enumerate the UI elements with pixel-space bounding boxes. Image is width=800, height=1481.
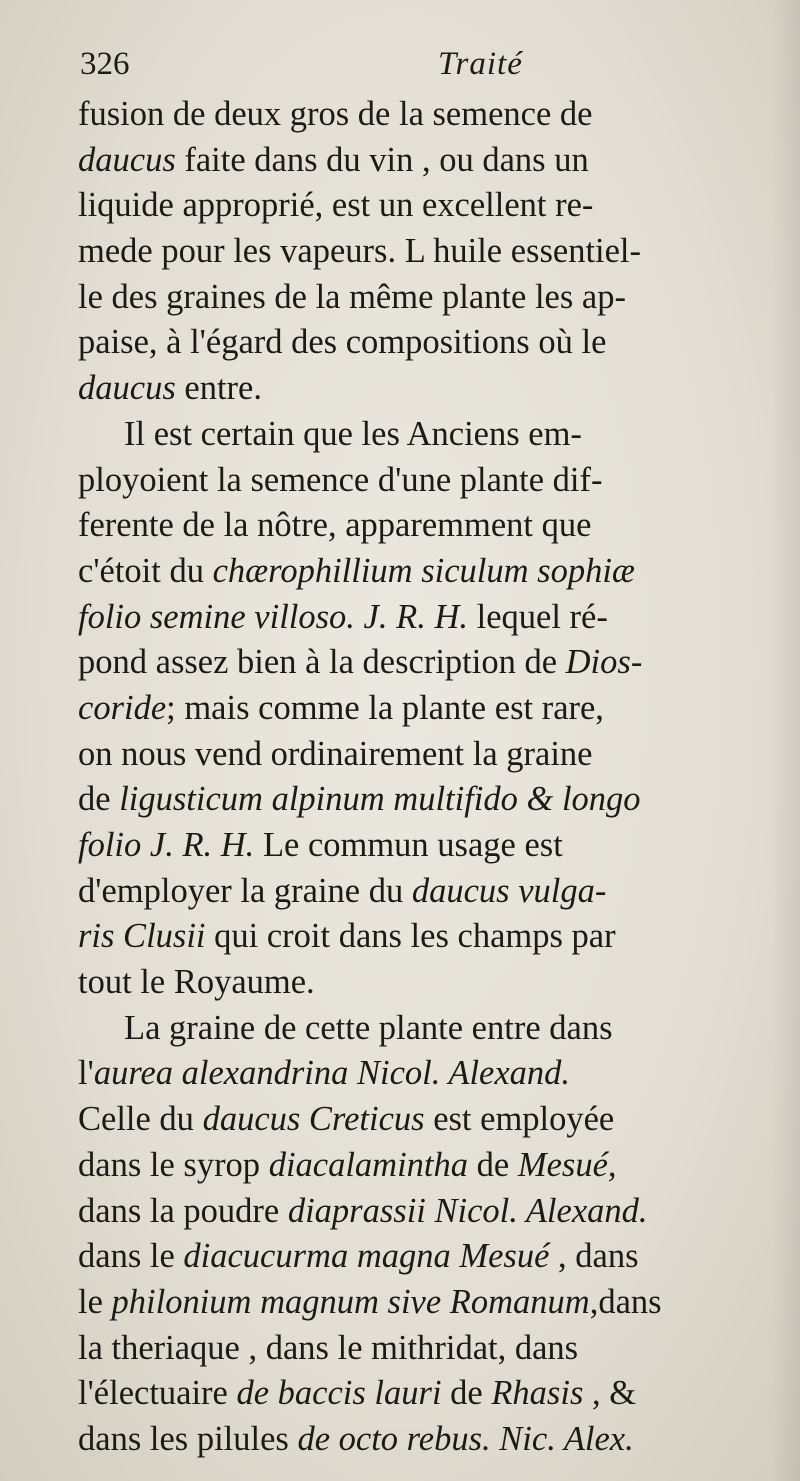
text-segment: dans la poudre (78, 1191, 288, 1230)
text-segment: de (468, 1145, 518, 1184)
text-segment: fusion de deux gros de la semence de (78, 95, 593, 133)
text-line (78, 777, 728, 823)
text-segment: La graine de cette plante entre dans (124, 1008, 613, 1047)
page-header (80, 46, 780, 96)
text-segment: lequel ré- (467, 597, 608, 636)
italic-segment: daucus (78, 140, 176, 179)
italic-segment: daucus (78, 369, 176, 408)
text-line (78, 1006, 728, 1052)
text-line (78, 412, 728, 458)
text-line (78, 1326, 728, 1372)
text-line (78, 595, 728, 641)
text-segment: paise, à l'égard des compositions où le (78, 323, 607, 362)
text-line (78, 549, 728, 595)
italic-segment: Mesué, (517, 1145, 617, 1184)
text-line (78, 1097, 728, 1143)
text-segment: ployoient la semence d'une plante dif- (78, 460, 603, 499)
text-segment: on nous vend ordinairement la graine (78, 734, 593, 773)
text-segment: Le commun usage est (254, 826, 563, 864)
text-segment: ; mais comme la plante est rare, (166, 688, 604, 727)
text-segment: faite dans du vin , ou dans un (175, 140, 589, 179)
text-line (78, 823, 728, 869)
text-segment: l'électuaire (78, 1374, 237, 1413)
text-line (78, 92, 728, 138)
text-segment: d'employer la graine du (78, 871, 412, 910)
italic-segment: diaprassii Nicol. Alexand. (287, 1191, 648, 1230)
italic-segment: daucus vulga- (411, 871, 607, 910)
text-segment: est employée (424, 1100, 615, 1139)
text-segment: dans les pilules (78, 1419, 298, 1458)
text-line (78, 366, 728, 412)
text-segment: tout le Royaume. (78, 963, 315, 1002)
text-line (78, 1417, 728, 1463)
text-line (78, 732, 728, 778)
italic-segment: diacalamintha (268, 1145, 469, 1184)
text-segment: le (78, 1282, 112, 1321)
text-line (78, 275, 728, 321)
text-segment: dans le syrop (78, 1145, 269, 1184)
italic-segment: chærophillium siculum sophiæ (212, 551, 635, 590)
text-segment: Il est certain que les Anciens em- (124, 414, 582, 453)
italic-segment: folio J. R. H. (78, 826, 255, 864)
text-segment: entre. (175, 369, 262, 408)
text-line (78, 229, 728, 275)
body-text (78, 92, 728, 1463)
italic-segment: aurea alexandrina Nicol. Alexand. (93, 1054, 571, 1093)
italic-segment: ris Clusii (78, 917, 206, 956)
text-line (78, 640, 728, 686)
text-line (78, 869, 728, 915)
italic-segment: Rhasis (491, 1374, 584, 1413)
text-segment: pond assez bien à la description de (78, 643, 566, 682)
text-line (78, 1234, 728, 1280)
text-line (78, 1189, 728, 1235)
text-line (78, 1051, 728, 1097)
text-line (78, 960, 728, 1006)
text-segment: liquide approprié, est un excellent re- (78, 186, 594, 225)
italic-segment: philonium magnum sive Romanum (111, 1282, 590, 1321)
text-line (78, 458, 728, 504)
italic-segment: Dios- (565, 643, 643, 682)
text-segment: ,dans (589, 1282, 662, 1321)
italic-segment: de baccis lauri (236, 1374, 442, 1413)
text-line (78, 1371, 728, 1417)
text-segment: , dans (549, 1237, 639, 1276)
text-segment: le des graines de la même plante les ap- (78, 277, 626, 316)
italic-segment: daucus Creticus (202, 1100, 425, 1139)
italic-segment: ligusticum alpinum multifido & longo (119, 780, 641, 819)
italic-segment: folio semine villoso. J. R. H. (78, 597, 468, 636)
text-segment: mede pour les vapeurs. L huile essentiel- (78, 232, 642, 271)
text-segment: l' (78, 1054, 94, 1093)
text-segment: la theriaque , dans le mithridat, dans (78, 1328, 579, 1367)
text-segment: , & (583, 1374, 637, 1413)
text-line (78, 914, 728, 960)
text-segment: qui croit dans les champs par (205, 917, 616, 956)
text-line (78, 503, 728, 549)
text-line (78, 320, 728, 366)
italic-segment: diacucurma magna Mesué (183, 1237, 550, 1276)
page-number: 326 (80, 46, 130, 82)
text-line (78, 138, 728, 184)
text-segment: de (78, 780, 120, 819)
italic-segment: de octo rebus. Nic. Alex. (297, 1419, 634, 1458)
page-edge-shadow (770, 0, 800, 1481)
text-line (78, 686, 728, 732)
text-segment: Celle du (78, 1100, 203, 1139)
text-line (78, 183, 728, 229)
text-segment: c'étoit du (78, 551, 213, 590)
text-segment: ferente de la nôtre, apparemment que (78, 506, 592, 545)
text-segment: dans le (78, 1237, 184, 1276)
italic-segment: coride (78, 688, 167, 727)
text-line (78, 1143, 728, 1189)
text-segment: de (441, 1374, 492, 1413)
text-line (78, 1280, 728, 1326)
running-title: Traité (438, 46, 523, 82)
